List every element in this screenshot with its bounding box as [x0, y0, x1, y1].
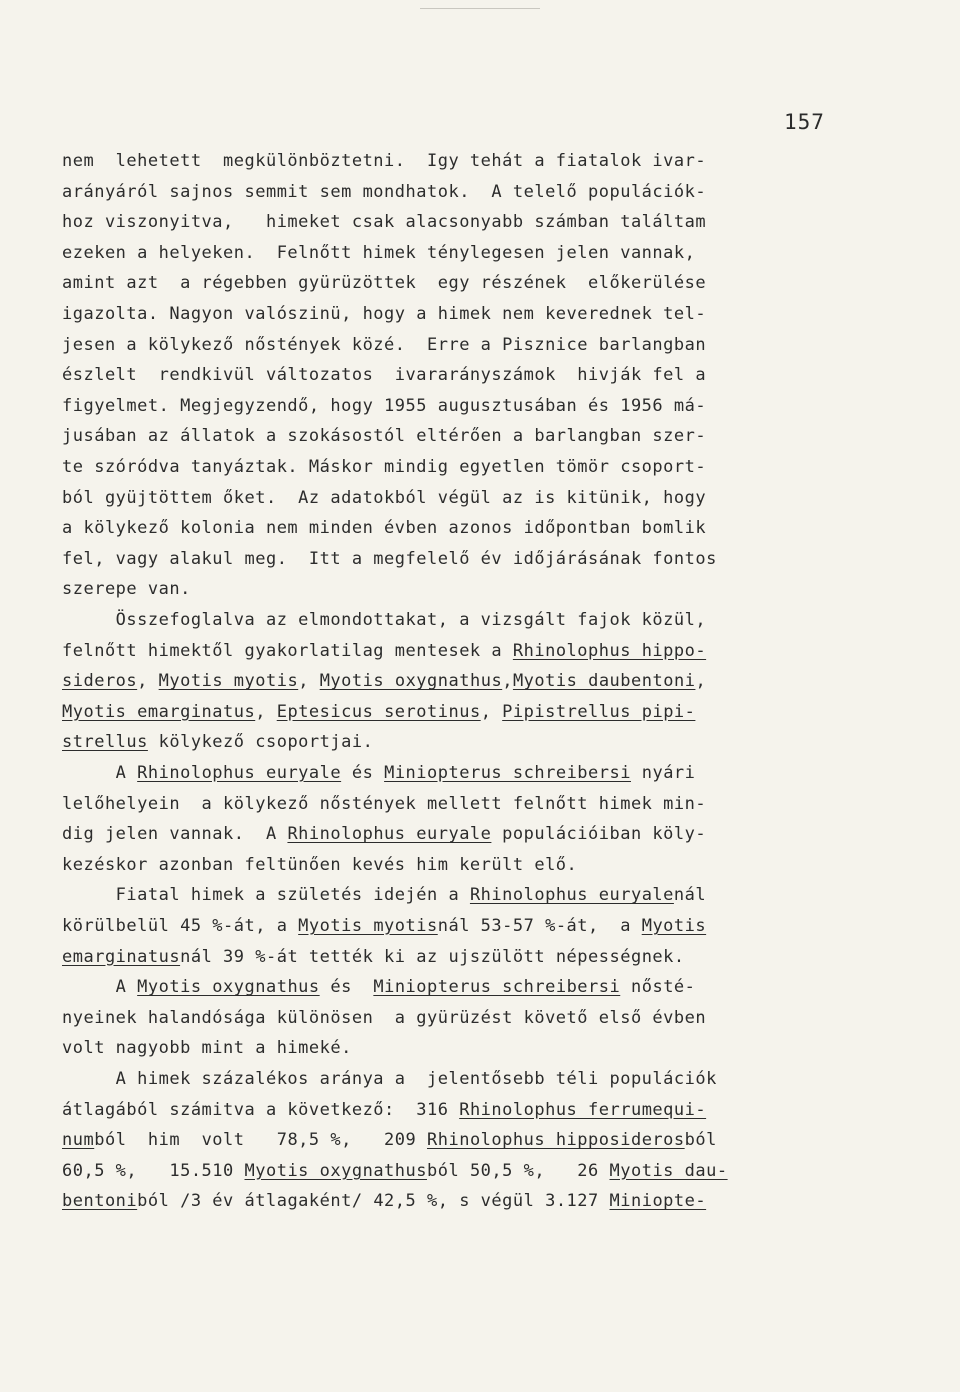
- text-segment: hoz viszonyitva, himeket csak alacsonyabb számban találtam: [62, 212, 707, 233]
- text-line: [62, 976, 695, 998]
- text-segment: ,: [255, 701, 277, 722]
- species-name: Miniopterus schreibersi: [373, 977, 621, 998]
- text-segment: kölykező csoportjai.: [147, 732, 374, 753]
- species-name: sideros: [62, 671, 138, 692]
- species-name: Myotis dau-: [609, 1160, 728, 1181]
- species-name: Myotis myotis: [298, 916, 438, 936]
- text-segment: amint azt a régebben gyürüzöttek egy részének előkerülése: [62, 273, 707, 294]
- text-segment: jesen a kölykező nőstények közé. Erre a Pisznice barlangban: [62, 334, 707, 355]
- text-line: [62, 854, 577, 876]
- text-line: [62, 487, 706, 509]
- species-name: num: [62, 1130, 95, 1151]
- text-line: [62, 334, 706, 356]
- text-line: [62, 701, 695, 723]
- species-name: Rhinolophus euryale: [469, 885, 674, 906]
- text-segment: körülbelül 45 %-át, a: [62, 916, 299, 936]
- text-segment: igazolta. Nagyon valószinü, hogy a himek nem keverednek tel-: [62, 304, 707, 324]
- text-line: [62, 670, 706, 692]
- text-segment: populációiban köly-: [491, 824, 707, 845]
- species-name: Miniopte-: [609, 1191, 707, 1212]
- species-name: strellus: [62, 732, 148, 753]
- text-segment: nyeinek halandósága különösen a gyürüzést követő első évben: [62, 1007, 707, 1028]
- text-line: [62, 1037, 352, 1059]
- text-segment: ,: [137, 671, 159, 692]
- text-line: [62, 762, 695, 784]
- text-segment: fel, vagy alakul meg. Itt a megfelelő év időjárásának fontos: [62, 548, 717, 569]
- text-line: [62, 609, 706, 631]
- text-segment: Összefoglalva az elmondottakat, a vizsgált fajok közül,: [62, 610, 707, 630]
- text-line: [62, 731, 373, 753]
- text-segment: és: [341, 763, 385, 783]
- text-segment: jusában az állatok a szokásostól eltérően a barlangban szer-: [62, 426, 707, 447]
- text-segment: és: [319, 977, 374, 998]
- text-line: [62, 1099, 706, 1121]
- text-line: [62, 395, 706, 417]
- text-line: [62, 1068, 717, 1090]
- text-line: [62, 946, 685, 968]
- text-segment: ból: [684, 1130, 717, 1151]
- text-segment: szerepe van.: [62, 579, 191, 600]
- text-line: [62, 150, 706, 172]
- text-segment: átlagából számitva a következő: 316: [62, 1099, 460, 1120]
- species-name: Rhinolophus ferrumequi-: [459, 1099, 707, 1120]
- text-line: [62, 242, 695, 264]
- species-name: Rhinolophus hippo-: [512, 640, 707, 661]
- species-name: bentoni: [62, 1191, 138, 1212]
- text-line: [62, 915, 706, 937]
- text-line: [62, 1007, 706, 1029]
- text-segment: volt nagyobb mint a himeké.: [62, 1038, 352, 1059]
- species-name: Myotis oxygnathus: [137, 977, 320, 998]
- top-scan-line: [420, 8, 540, 9]
- species-name: Myotis emarginatus: [62, 701, 256, 722]
- page-number: 157: [784, 110, 825, 134]
- text-segment: ezeken a helyeken. Felnőtt himek ténylegesen jelen vannak,: [62, 242, 696, 263]
- text-segment: A himek százalékos aránya a jelentősebb téli populációk: [62, 1069, 717, 1089]
- text-segment: figyelmet. Megjegyzendő, hogy 1955 augusztusában és 1956 má-: [62, 395, 707, 416]
- text-line: [62, 456, 706, 478]
- text-segment: ból 50,5 %, 26: [427, 1160, 610, 1181]
- text-line: [62, 1190, 706, 1212]
- species-name: Myotis oxygnathus: [319, 671, 503, 692]
- text-segment: nál 39 %-át tették ki az ujszülött népességnek.: [180, 946, 685, 967]
- text-line: [62, 517, 706, 539]
- text-line: [62, 303, 706, 325]
- text-segment: nál: [673, 885, 707, 906]
- text-segment: nem lehetett megkülönböztetni. Igy tehát a fiatalok ivar-: [62, 151, 707, 171]
- text-segment: kezéskor azonban feltünően kevés him került elő.: [62, 854, 578, 875]
- text-segment: ból /3 év átlagaként/ 42,5 %, s végül 3.127: [137, 1191, 610, 1212]
- text-segment: nál 53-57 %-át, a: [437, 916, 642, 936]
- text-line: [62, 272, 706, 294]
- text-segment: ,: [298, 671, 320, 692]
- text-segment: ,: [502, 671, 513, 692]
- text-segment: lelőhelyein a kölykező nőstények mellett felnőtt himek min-: [62, 793, 707, 814]
- text-segment: Fiatal himek a születés idején a: [62, 885, 470, 906]
- text-line: [62, 640, 706, 662]
- text-segment: ,: [695, 671, 707, 692]
- text-segment: ból gyüjtöttem őket. Az adatokból végül az is kitünik, hogy: [62, 487, 707, 508]
- species-name: emarginatus: [62, 946, 181, 967]
- text-line: [62, 578, 191, 600]
- text-segment: A: [62, 977, 138, 998]
- text-segment: nyári: [630, 763, 696, 783]
- species-name: Myotis: [641, 916, 707, 936]
- text-line: [62, 1129, 717, 1151]
- text-line: [62, 884, 706, 906]
- text-segment: ,: [480, 701, 503, 722]
- species-name: Pipistrellus pipi-: [502, 701, 696, 722]
- text-line: [62, 823, 706, 845]
- text-segment: 60,5 %, 15.510: [62, 1160, 245, 1181]
- species-name: Eptesicus serotinus: [276, 701, 481, 722]
- text-line: [62, 1160, 728, 1182]
- species-name: Rhinolophus euryale: [137, 763, 342, 783]
- text-segment: arányáról sajnos semmit sem mondhatok. A telelő populációk-: [62, 181, 707, 202]
- species-name: Miniopterus schreibersi: [384, 763, 631, 783]
- text-segment: a kölykező kolonia nem minden évben azonos időpontban bomlik: [62, 518, 707, 539]
- species-name: Myotis myotis: [158, 671, 299, 692]
- text-line: [62, 181, 706, 203]
- text-segment: A: [62, 763, 138, 783]
- species-name: Myotis daubentoni: [512, 671, 696, 692]
- species-name: Rhinolophus euryale: [287, 824, 492, 845]
- text-line: [62, 548, 717, 570]
- species-name: Myotis oxygnathus: [244, 1160, 427, 1181]
- text-segment: ból him volt 78,5 %, 209: [94, 1130, 427, 1151]
- text-line: [62, 425, 706, 447]
- text-segment: dig jelen vannak. A: [62, 824, 288, 845]
- text-line: [62, 364, 706, 386]
- text-segment: észlelt rendkivül változatos ivararányszámok hivják fel a: [62, 365, 707, 386]
- text-line: [62, 211, 706, 233]
- text-segment: felnőtt himektől gyakorlatilag mentesek a: [62, 640, 513, 661]
- text-segment: te szóródva tanyáztak. Máskor mindig egyetlen tömör csoport-: [62, 457, 707, 477]
- text-line: [62, 793, 706, 815]
- species-name: Rhinolophus hipposideros: [427, 1130, 685, 1151]
- text-segment: nősté-: [620, 977, 696, 998]
